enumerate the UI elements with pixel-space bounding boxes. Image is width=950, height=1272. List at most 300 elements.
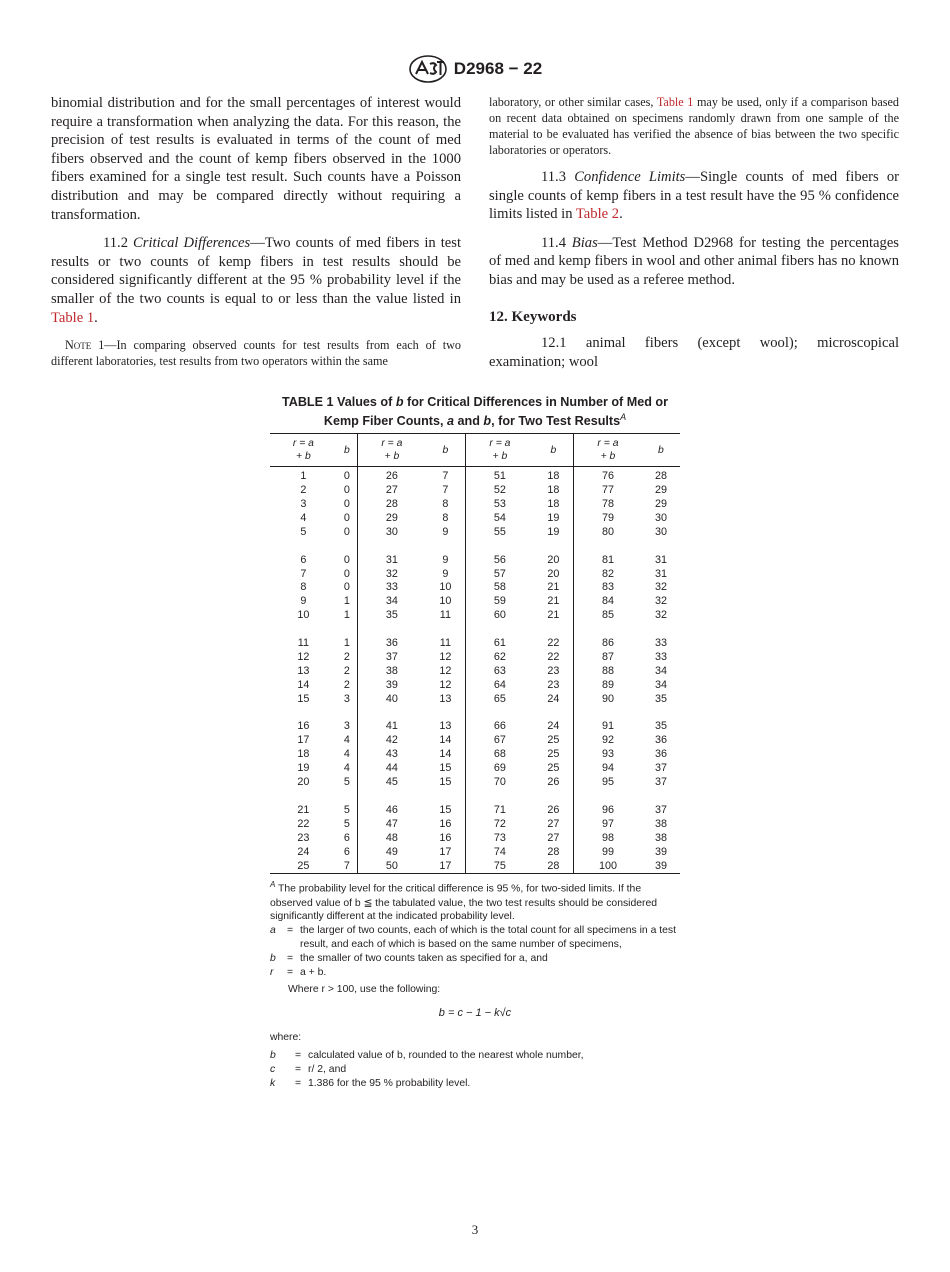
col-header-b: b [642,434,680,467]
table-row [270,554,680,568]
cell-r: 7 [300,567,307,580]
definition-eq: = [286,966,294,978]
cell-r: 94 [601,762,614,775]
cell-r: 79 [601,511,614,524]
title-var: a [447,414,455,429]
definition-eq: = [294,1063,302,1075]
cell-b: 26 [534,804,574,818]
cell-r: 68 [493,748,506,761]
header-line: + b [296,451,311,463]
cell-r: 95 [601,776,614,789]
cell-b: 5 [337,776,358,790]
cell-r: 45 [385,776,398,789]
cell-b: 10 [426,581,466,595]
cell-r: 74 [493,845,506,858]
cell-r: 21 [297,803,310,816]
cell-b: 19 [534,512,574,526]
cell-b: 35 [654,692,667,705]
cell-b: 27 [534,832,574,846]
cell-b: 0 [337,484,358,498]
table-1-link[interactable]: Table 1 [656,95,694,109]
spacer-cell [574,623,642,637]
cell-b: 39 [654,859,667,872]
cell-r: 32 [385,567,398,580]
cell-b: 36 [654,734,667,747]
cell-r: 44 [385,762,398,775]
spacer-cell [642,540,680,554]
definition-row [270,1077,680,1091]
where-label: where: [270,1032,302,1044]
cell-r: 26 [385,470,398,483]
cell-b: 20 [534,568,574,582]
cell-r: 98 [601,831,614,844]
cell-r: 72 [493,817,506,830]
cell-b: 11 [426,609,466,623]
cell-b: 36 [654,748,667,761]
table-row [270,595,680,609]
cell-b: 13 [426,720,466,734]
table-row [270,748,680,762]
cell-r: 54 [493,511,506,524]
cell-b: 2 [337,651,358,665]
spacer-cell [465,707,533,721]
cell-b: 22 [534,637,574,651]
formula: b = c − 1 − k√c [438,1007,512,1020]
cell-r: 83 [601,581,614,594]
cell-b: 28 [534,846,574,860]
group-spacer [270,540,680,554]
cell-b: 28 [654,470,667,483]
col-header-r [465,434,533,467]
cell-b: 12 [426,665,466,679]
footnote-text: The probability level for the critical difference is 95 %, for two-sided limits. If the observed value of b ≦ the tabulated value, the two test results should be considered significantly different at the indicated probability level. [270,883,658,923]
cell-r: 48 [385,831,398,844]
definition-eq: = [294,1077,302,1089]
cell-b: 28 [534,860,574,874]
cell-r: 59 [493,595,506,608]
note-label: Note [65,338,92,353]
cell-b: 9 [426,554,466,568]
cell-r: 5 [300,525,307,538]
formula-definitions [270,1049,680,1090]
cell-r: 24 [297,845,310,858]
cell-r: 55 [493,525,506,538]
cell-r: 36 [385,637,398,650]
cell-r: 69 [493,762,506,775]
cell-b: 35 [654,720,667,733]
right-column [489,94,899,371]
cell-r: 30 [385,525,398,538]
cell-b: 21 [534,581,574,595]
cell-r: 16 [297,720,310,733]
cell-r: 84 [601,595,614,608]
col-header-r [357,434,425,467]
cell-b: 5 [337,818,358,832]
definition-txt: a + b. [300,966,327,978]
cell-r: 40 [385,692,398,705]
cell-r: 4 [300,511,307,524]
col-header-b: b [337,434,358,467]
cell-b: 6 [337,832,358,846]
cell-r: 49 [385,845,398,858]
cell-r: 17 [297,734,310,747]
cell-b: 0 [337,467,358,484]
table-row [270,651,680,665]
cell-b: 0 [337,498,358,512]
cell-b: 0 [337,512,358,526]
paragraph-poisson: binomial distribution and for the small percentages of interest would require a transformation when analyzing the data. For this reason, the precision of test results is evaluated in terms of the count of med fibers observed and the count of kemp fibers observed in the 1000 fibers examined for a single test result. Such counts have a Poisson distribution and may be compared directly without requiring a transformation. [51,95,461,223]
section-11-4 [489,234,899,290]
section-text: —Test Method D2968 for testing the percentages of med and kemp fibers in wool and other animal fibers has no known bias and may be used as a referee method. [489,234,899,288]
header-line: + b [492,451,508,463]
cell-r: 88 [601,664,614,677]
cell-r: 77 [601,484,614,497]
table-row [270,734,680,748]
cell-r: 3 [300,498,307,510]
table-row [270,832,680,846]
cell-r: 31 [385,553,398,566]
note-number: 1 [91,338,105,353]
cell-r: 65 [493,692,506,705]
header-line: + b [600,451,616,463]
cell-r: 57 [493,567,506,580]
group-spacer [270,790,680,804]
spacer-cell [465,623,533,637]
spacer-cell [426,540,466,554]
cell-b: 8 [426,498,466,512]
cell-r: 90 [601,692,614,705]
section-11-2 [51,234,461,327]
section-title: Critical Differences [133,235,251,252]
cell-b: 32 [654,595,667,608]
table-1-link[interactable]: Table 1 [51,309,95,326]
cell-r: 9 [300,595,307,608]
cell-r: 76 [601,470,614,483]
cell-b: 29 [654,498,667,510]
spacer-cell [574,707,642,721]
col-header-b: b [426,434,466,467]
definition-txt: the larger of two counts, each of which is the total count for all specimens in a test result, and each of which is based on the same number of specimens, [300,925,676,951]
cell-r: 47 [385,817,398,830]
cell-b: 0 [337,554,358,568]
table-row [270,581,680,595]
cell-r: 87 [601,650,614,663]
title-var: b [395,395,404,409]
cell-b: 21 [534,609,574,623]
cell-b: 10 [426,595,466,609]
definition-sym: b [270,1050,276,1062]
cell-b: 31 [654,567,667,580]
note-1 [51,337,461,369]
cell-r: 8 [300,581,307,594]
cell-b: 39 [654,845,667,858]
definition-row [270,952,680,966]
definition-sym: b [270,952,276,964]
cell-r: 91 [601,720,614,733]
cell-b: 24 [534,693,574,707]
cell-r: 28 [385,498,398,510]
table-2-link[interactable]: Table 2 [575,206,620,223]
cell-r: 78 [601,498,614,510]
spacer-cell [357,790,425,804]
cell-b: 7 [426,484,466,498]
definition-row [270,966,680,980]
cell-b: 26 [534,776,574,790]
keywords-heading: 12. Keywords [489,308,577,325]
cell-b: 29 [654,484,667,497]
spacer-cell [337,623,358,637]
left-column [51,94,461,369]
spacer-cell [642,707,680,721]
cell-r: 56 [493,553,506,566]
cell-r: 22 [297,817,310,830]
spacer-cell [357,623,425,637]
cell-b: 18 [534,484,574,498]
spacer-cell [270,623,337,637]
definition-eq: = [286,952,294,964]
cell-r: 92 [601,734,614,747]
cell-r: 80 [601,525,614,538]
cell-r: 29 [385,511,398,524]
cell-r: 96 [601,803,614,816]
cell-b: 12 [426,651,466,665]
section-number: 11.2 [103,235,128,252]
document-designation: D2968 − 22 [453,59,543,78]
table-row [270,860,680,874]
cell-r: 6 [300,553,307,566]
cell-b: 1 [337,595,358,609]
cell-b: 9 [426,568,466,582]
cell-r: 82 [601,567,614,580]
table-row [270,720,680,734]
cell-b: 2 [337,679,358,693]
spacer-cell [465,540,533,554]
spacer-cell [337,540,358,554]
cell-b: 25 [534,748,574,762]
cell-r: 14 [297,678,310,691]
cell-r: 85 [601,609,614,622]
cell-b: 11 [426,637,466,651]
title-var: b [483,414,492,429]
col-header-r [270,434,337,467]
astm-logo-icon [408,54,448,84]
definition-sym: c [270,1063,276,1075]
spacer-cell [426,790,466,804]
cell-b: 12 [426,679,466,693]
definition-row [270,1063,680,1077]
cell-r: 43 [385,748,398,761]
section-title: Bias [571,234,598,251]
spacer-cell [534,623,574,637]
table-row [270,846,680,860]
cell-r: 63 [493,664,506,677]
title-part: Kemp Fiber Counts, [323,414,448,429]
cell-b: 15 [426,776,466,790]
cell-b: 1 [337,637,358,651]
cell-r: 38 [385,664,398,677]
cell-b: 32 [654,609,667,622]
section-number: 11.3 [541,169,566,185]
cell-b: 38 [654,817,667,830]
cell-r: 11 [297,637,310,650]
cell-b: 22 [534,651,574,665]
table-row [270,609,680,623]
cell-r: 15 [297,692,310,705]
cell-r: 53 [493,498,506,510]
cell-b: 3 [337,693,358,707]
cell-b: 2 [337,665,358,679]
cell-b: 18 [534,467,574,484]
definition-txt: r/ 2, and [308,1063,347,1075]
definition-sym: a [270,925,276,937]
cell-b: 17 [426,846,466,860]
header-line: r = a [292,438,314,450]
cell-b: 33 [654,650,667,663]
cell-r: 34 [385,595,398,608]
cell-r: 62 [493,650,506,663]
table-1 [270,395,680,1090]
spacer-cell [357,540,425,554]
col-header-r [574,434,642,467]
cell-r: 10 [297,609,310,622]
cell-b: 24 [534,720,574,734]
cell-r: 70 [493,776,506,789]
spacer-cell [357,707,425,721]
cell-r: 46 [385,803,398,816]
page-number: 3 [471,1222,479,1237]
table-row [270,484,680,498]
cell-b: 20 [534,554,574,568]
table-row [270,568,680,582]
cell-r: 100 [598,859,617,872]
cell-b: 4 [337,734,358,748]
cell-r: 13 [297,664,310,677]
cell-b: 15 [426,804,466,818]
definitions [270,924,680,979]
cell-b: 37 [654,776,667,789]
table-row [270,776,680,790]
cell-r: 61 [493,637,506,650]
cell-b: 15 [426,762,466,776]
table-row [270,526,680,540]
cell-r: 52 [493,484,506,497]
cell-r: 23 [297,831,310,844]
cell-r: 64 [493,678,506,691]
cell-b: 30 [654,525,667,538]
table-title [270,395,680,429]
table-row [270,693,680,707]
cell-b: 0 [337,581,358,595]
cell-b: 19 [534,526,574,540]
spacer-cell [270,540,337,554]
cell-b: 18 [534,498,574,512]
critical-differences-table [270,433,680,874]
cell-b: 16 [426,818,466,832]
cell-b: 5 [337,804,358,818]
cell-r: 33 [385,581,398,594]
table-row [270,679,680,693]
cell-b: 34 [654,664,667,677]
cell-r: 35 [385,609,398,622]
header-line: r = a [381,438,403,450]
definition-txt: the smaller of two counts taken as specified for a, and [300,952,548,964]
cell-r: 19 [297,762,310,775]
definition-sym: k [270,1077,276,1089]
cell-r: 60 [493,609,506,622]
cell-b: 17 [426,860,466,874]
header-line: r = a [597,438,619,450]
keywords-text: 12.1 animal fibers (except wool); microscopical examination; wool [489,335,899,370]
cell-r: 41 [385,720,398,733]
cell-r: 25 [297,859,310,872]
table-row [270,637,680,651]
title-part: and [454,414,484,429]
cell-b: 4 [337,748,358,762]
cell-b: 13 [426,693,466,707]
cell-b: 23 [534,679,574,693]
cell-r: 12 [297,650,310,663]
spacer-cell [642,790,680,804]
definition-txt: calculated value of b, rounded to the nearest whole number, [308,1050,584,1062]
cell-b: 23 [534,665,574,679]
section-11-3 [489,168,899,224]
note-text: —In comparing observed counts for test results from each of two different laboratories, test results from two operators within the same [51,338,461,369]
cell-b: 31 [654,553,667,566]
header-line: + b [384,451,400,463]
table-row [270,467,680,484]
spacer-cell [426,707,466,721]
cell-b: 16 [426,832,466,846]
note-text-1: laboratory, or other similar cases, [489,95,657,109]
cell-r: 42 [385,734,398,747]
cell-b: 38 [654,831,667,844]
cell-b: 21 [534,595,574,609]
spacer-cell [534,707,574,721]
cell-r: 93 [601,748,614,761]
table-row [270,818,680,832]
spacer-cell [642,623,680,637]
note-text-2: may be used, only if a comparison based on recent data obtained on specimens randomly drawn from one sample of the material to be evaluated has verified the absence of bias between the two specific laboratories or operators. [489,95,899,157]
cell-r: 51 [493,470,506,483]
cell-r: 1 [300,470,307,483]
footnote-marker: A [620,412,627,422]
table-header-row [270,434,680,467]
spacer-cell [465,790,533,804]
table-row [270,498,680,512]
table-row [270,762,680,776]
section-text: —Two counts of med fibers in test results or two counts of kemp fibers in test results should be considered significantly different at the 95 % probability level if the smaller of the two counts is equal to or less than the value listed in [51,235,461,307]
definition-sym: r [270,966,274,978]
definition-eq: = [286,925,294,937]
cell-b: 8 [426,512,466,526]
cell-b: 37 [654,803,667,816]
spacer-cell [574,790,642,804]
cell-r: 50 [385,859,398,872]
cell-b: 25 [534,734,574,748]
cell-r: 20 [297,776,310,789]
cell-b: 37 [654,762,667,775]
where-r-text: Where r > 100, use the following: [288,984,441,996]
cell-r: 18 [297,748,310,761]
cell-b: 1 [337,609,358,623]
cell-b: 25 [534,762,574,776]
definition-row [270,924,680,952]
definition-txt: 1.386 for the 95 % probability level. [308,1077,471,1089]
note-1-continued [489,94,899,158]
cell-r: 67 [493,734,506,747]
cell-b: 14 [426,734,466,748]
cell-r: 73 [493,831,506,844]
